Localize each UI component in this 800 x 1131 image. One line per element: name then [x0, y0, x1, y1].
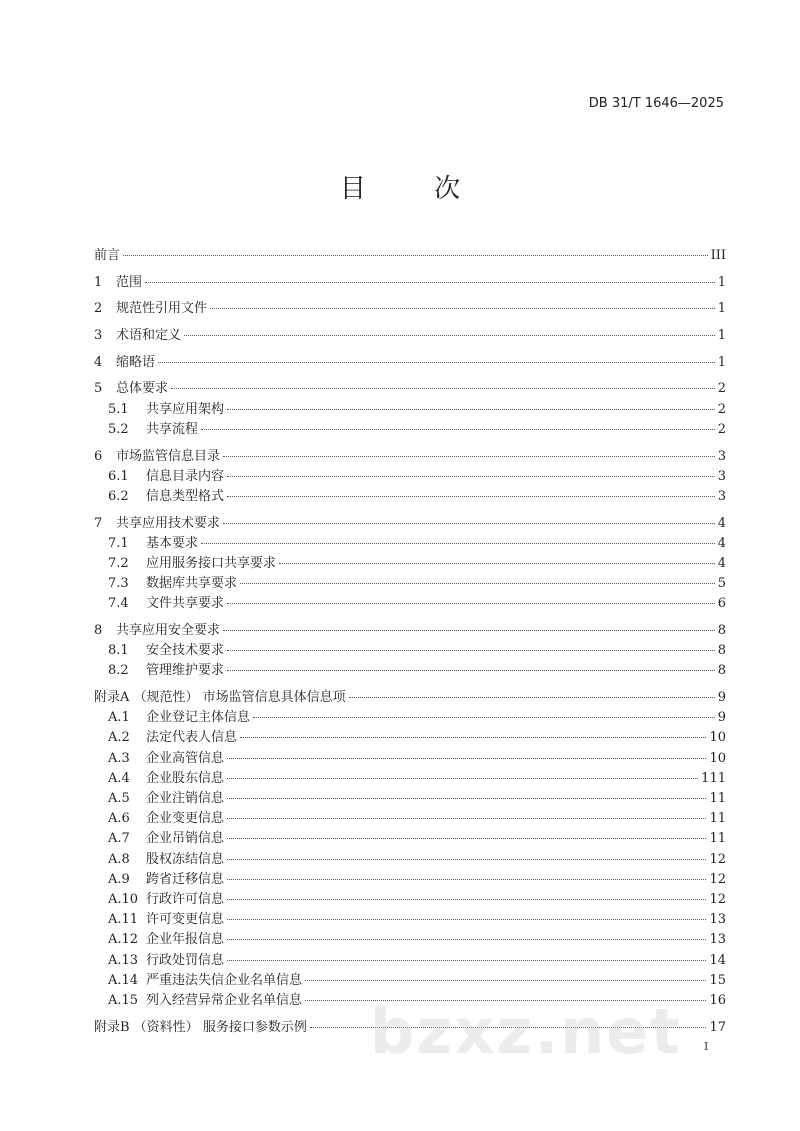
toc-entry-number: 5.1 [108, 401, 129, 417]
toc-entry[interactable] [94, 908, 726, 928]
toc-leader-dots [123, 255, 708, 256]
toc-entry-number: A.10 [108, 891, 139, 907]
toc-entry[interactable] [94, 351, 726, 371]
toc-entry-number: 3 [94, 328, 103, 344]
toc-entry-number: 6.2 [108, 488, 129, 504]
toc-entry-title: 总体要求 [116, 381, 169, 397]
toc-entry-label [108, 532, 198, 551]
toc-entry-page: 111 [701, 770, 726, 786]
toc-entry[interactable] [94, 398, 726, 418]
toc-entry-label [94, 445, 220, 464]
toc-entry-page: 3 [717, 448, 726, 464]
toc-entry-number: 2 [94, 301, 103, 317]
toc-entry-number: A.6 [108, 811, 130, 827]
toc-entry[interactable] [94, 848, 726, 868]
toc-entry-label [108, 572, 237, 591]
toc-leader-dots [227, 758, 706, 759]
toc-leader-dots [210, 308, 715, 309]
toc-leader-dots [349, 697, 715, 698]
toc-entry-label [108, 418, 198, 437]
toc-entry-title: 跨省迁移信息 [146, 871, 225, 887]
toc-leader-dots [253, 717, 715, 718]
toc-entry-title: 信息目录内容 [146, 468, 225, 484]
toc-leader-dots [223, 523, 715, 524]
page-title: 目 次 [339, 174, 491, 204]
toc-entry-label [94, 512, 220, 531]
page-number: I [704, 1040, 709, 1053]
toc-entry-number: 6 [94, 448, 103, 464]
toc-leader-dots [184, 335, 715, 336]
toc-entry[interactable] [94, 928, 726, 948]
toc-entry-number: A.5 [108, 791, 130, 806]
toc-entry-number: 7.4 [108, 596, 129, 612]
toc-entry-label [94, 377, 168, 396]
toc-entry[interactable] [94, 747, 726, 767]
toc-entry[interactable] [94, 639, 726, 659]
toc-entry-title: 企业吊销信息 [146, 831, 225, 847]
toc-entry-title: 共享流程 [146, 421, 199, 437]
toc-entry-title: 企业股东信息 [146, 770, 225, 786]
toc-entry-number: 8.1 [108, 643, 129, 659]
toc-entry-label [108, 485, 224, 504]
toc-leader-dots [227, 798, 706, 799]
toc-leader-dots [227, 939, 706, 940]
toc-entry-page: 12 [709, 851, 726, 867]
toc-entry-title: 信息类型格式 [146, 488, 225, 504]
toc-leader-dots [227, 859, 706, 860]
toc-entry-page: 4 [717, 555, 726, 571]
toc-entry-page: 3 [717, 468, 726, 484]
toc-entry-page: 2 [717, 381, 726, 397]
toc-leader-dots [305, 980, 706, 981]
toc-entry-label [108, 807, 224, 826]
toc-entry[interactable] [94, 445, 726, 465]
toc-leader-dots [171, 388, 715, 389]
toc-entry-title: 行政处罚信息 [146, 952, 225, 968]
toc-entry-page: III [710, 248, 726, 263]
toc-entry[interactable] [94, 532, 726, 552]
toc-entry-title: 共享应用安全要求 [116, 623, 221, 638]
toc-entry-title: 企业高管信息 [146, 750, 225, 766]
toc-leader-dots [201, 429, 715, 430]
toc-entry-number: A.13 [108, 952, 139, 968]
toc-entry-title: 列入经营异常企业名单信息 [146, 992, 303, 1008]
toc-entry-page: 1 [717, 301, 726, 317]
toc-entry-label [94, 351, 155, 370]
toc-leader-dots [223, 630, 715, 631]
toc-entry-page: 16 [709, 992, 726, 1008]
toc-entry-number: 6.1 [108, 468, 129, 484]
toc-entry-page: 6 [717, 596, 726, 612]
toc-entry-title: 共享应用架构 [146, 401, 225, 417]
toc-entry-title: 文件共享要求 [146, 596, 225, 612]
toc-entry[interactable] [94, 868, 726, 888]
toc-entry-label [94, 686, 346, 705]
toc-entry[interactable] [94, 686, 726, 706]
toc-entry-number: A.12 [108, 932, 139, 948]
toc-entry-page: 11 [709, 831, 726, 847]
toc-leader-dots [227, 650, 715, 651]
toc-entry-page: 1 [717, 274, 726, 290]
toc-entry-title: 法定代表人信息 [146, 730, 238, 746]
toc-entry[interactable] [94, 485, 726, 505]
toc-leader-dots [201, 543, 715, 544]
toc-entry-page: 5 [717, 576, 726, 592]
toc-entry-number: A.2 [108, 730, 130, 746]
toc-entry-title: 行政许可信息 [146, 891, 225, 907]
toc-entry-number: 5 [94, 381, 103, 397]
toc-entry-number: 4 [94, 354, 103, 370]
toc-leader-dots [223, 456, 715, 457]
toc-entry-title: 规范性引用文件 [116, 301, 208, 317]
toc-entry-number: 7.2 [108, 555, 129, 571]
toc-entry-page: 8 [717, 623, 726, 638]
toc-entry-page: 15 [709, 972, 726, 988]
toc-entry-page: 10 [709, 730, 726, 746]
watermark: bzxz.net [370, 995, 682, 1068]
toc-entry-number: 7 [94, 515, 103, 531]
toc-entry-page: 2 [717, 421, 726, 437]
toc-entry-label [108, 888, 224, 907]
toc-leader-dots [240, 583, 715, 584]
toc-entry[interactable] [94, 767, 726, 787]
toc-entry-label [108, 848, 224, 867]
toc-entry-title: 前言 [94, 248, 121, 263]
toc-entry[interactable] [94, 659, 726, 679]
toc-leader-dots [227, 778, 698, 779]
toc-entry[interactable] [94, 418, 726, 438]
toc-entry-label [108, 787, 224, 806]
toc-entry[interactable] [94, 827, 726, 847]
toc-entry-label [94, 619, 220, 638]
toc-entry-number: A.3 [108, 750, 130, 766]
toc-entry-title: 股权冻结信息 [146, 851, 225, 867]
toc-entry[interactable] [94, 619, 726, 639]
toc-entry-title: 严重违法失信企业名单信息 [146, 972, 303, 988]
toc-leader-dots [227, 879, 706, 880]
toc-entry-page: 1 [717, 354, 726, 370]
toc-leader-dots [158, 362, 715, 363]
toc-leader-dots [227, 960, 706, 961]
toc-entry-number: A.1 [108, 710, 130, 726]
toc-entry-label [94, 271, 142, 290]
toc-entry-number: 7.1 [108, 535, 129, 551]
toc-entry-label [94, 244, 120, 263]
toc-entry[interactable] [94, 949, 726, 969]
toc-entry-number: A.9 [108, 871, 130, 887]
toc-leader-dots [279, 563, 715, 564]
toc-entry-number: A.8 [108, 851, 130, 867]
toc-entry-label [108, 398, 224, 417]
toc-entry-page: 17 [709, 1019, 726, 1035]
toc-entry-title: 附录A （规范性） 市场监管信息具体信息项 [94, 690, 346, 706]
toc-entry-label [108, 592, 224, 611]
toc-entry[interactable] [94, 888, 726, 908]
toc-entry-page: 12 [709, 871, 726, 887]
toc-leader-dots [227, 670, 715, 671]
toc-entry-number: 7.3 [108, 576, 129, 592]
toc-entry-page: 8 [717, 643, 726, 659]
toc-entry-title: 范围 [116, 274, 143, 290]
toc-entry-label [108, 989, 302, 1008]
toc-entry-label [108, 552, 276, 571]
toc-entry-label [108, 747, 224, 766]
toc-leader-dots [240, 737, 706, 738]
toc-entry-number: 5.2 [108, 421, 129, 437]
toc-entry-label [108, 465, 224, 484]
toc-entry-label [108, 706, 250, 725]
toc-entry-page: 9 [717, 710, 726, 726]
toc-entry-title: 许可变更信息 [146, 912, 225, 928]
toc-entry-label [94, 1016, 307, 1035]
toc-entry-title: 企业注销信息 [146, 791, 225, 806]
toc-entry-title: 安全技术要求 [146, 643, 225, 659]
toc-entry-title: 应用服务接口共享要求 [146, 555, 277, 571]
toc-leader-dots [227, 496, 715, 497]
toc-entry-number: A.4 [108, 770, 130, 786]
toc-entry-title: 共享应用技术要求 [116, 515, 221, 531]
toc-entry-number: A.7 [108, 831, 130, 847]
toc-entry-title: 基本要求 [146, 535, 199, 551]
toc-leader-dots [227, 476, 715, 477]
toc-entry-number: 8 [94, 623, 103, 638]
toc-leader-dots [227, 919, 706, 920]
table-of-contents [94, 244, 726, 1036]
toc-entry[interactable] [94, 787, 726, 807]
toc-entry[interactable] [94, 592, 726, 612]
toc-entry-page: 2 [717, 401, 726, 417]
toc-entry[interactable] [94, 726, 726, 746]
toc-entry-label [108, 949, 224, 968]
toc-entry-page: 4 [717, 535, 726, 551]
toc-entry-page: 11 [709, 811, 726, 827]
toc-entry[interactable] [94, 377, 726, 397]
toc-leader-dots [227, 409, 715, 410]
toc-entry[interactable] [94, 324, 726, 344]
toc-entry-label [108, 928, 224, 947]
toc-entry-page: 13 [709, 932, 726, 948]
toc-entry-page: 4 [717, 515, 726, 531]
toc-entry[interactable] [94, 297, 726, 317]
toc-leader-dots [227, 818, 706, 819]
toc-entry[interactable] [94, 807, 726, 827]
toc-entry[interactable] [94, 572, 726, 592]
toc-entry[interactable] [94, 465, 726, 485]
toc-entry-label [108, 767, 224, 786]
document-id: DB 31/T 1646—2025 [588, 96, 724, 111]
toc-leader-dots [227, 838, 706, 839]
toc-entry-label [108, 868, 224, 887]
toc-entry-number: 1 [94, 274, 103, 290]
toc-entry-label [108, 969, 302, 988]
toc-entry[interactable] [94, 969, 726, 989]
toc-entry-label [108, 726, 237, 745]
toc-entry[interactable] [94, 512, 726, 532]
toc-entry-title: 管理维护要求 [146, 663, 225, 679]
toc-entry-page: 3 [717, 488, 726, 504]
toc-entry-page: 10 [709, 750, 726, 766]
toc-entry-number: 8.2 [108, 663, 129, 679]
toc-leader-dots [227, 899, 706, 900]
toc-entry-title: 企业年报信息 [146, 932, 225, 948]
toc-entry-page: 12 [709, 891, 726, 907]
toc-entry-label [94, 297, 207, 316]
toc-entry-label [94, 324, 181, 343]
toc-entry-page: 8 [717, 663, 726, 679]
toc-entry-title: 数据库共享要求 [146, 576, 238, 592]
toc-entry[interactable] [94, 706, 726, 726]
toc-entry-label [108, 908, 224, 927]
toc-entry-number: A.14 [108, 972, 139, 988]
toc-entry-page: 13 [709, 912, 726, 928]
toc-entry-title: 市场监管信息目录 [116, 448, 221, 464]
toc-entry-label [108, 639, 224, 658]
toc-entry-page: 9 [717, 690, 726, 706]
toc-entry-number: A.15 [108, 992, 139, 1008]
toc-entry[interactable] [94, 271, 726, 291]
toc-entry-page: 11 [709, 791, 726, 806]
toc-entry-title: 术语和定义 [116, 328, 182, 344]
toc-entry[interactable] [94, 552, 726, 572]
toc-entry-page: 14 [709, 952, 726, 968]
toc-entry-title: 企业登记主体信息 [146, 710, 251, 726]
toc-entry-title: 缩略语 [116, 354, 156, 370]
toc-entry-label [108, 827, 224, 846]
toc-entry-title: 企业变更信息 [146, 811, 225, 827]
toc-entry-title: 附录B （资料性） 服务接口参数示例 [94, 1019, 307, 1035]
toc-entry-page: 1 [717, 328, 726, 344]
toc-entry-number: A.11 [108, 912, 139, 928]
toc-leader-dots [145, 282, 715, 283]
toc-entry[interactable] [94, 244, 726, 264]
toc-entry-label [108, 659, 224, 678]
toc-leader-dots [227, 603, 715, 604]
